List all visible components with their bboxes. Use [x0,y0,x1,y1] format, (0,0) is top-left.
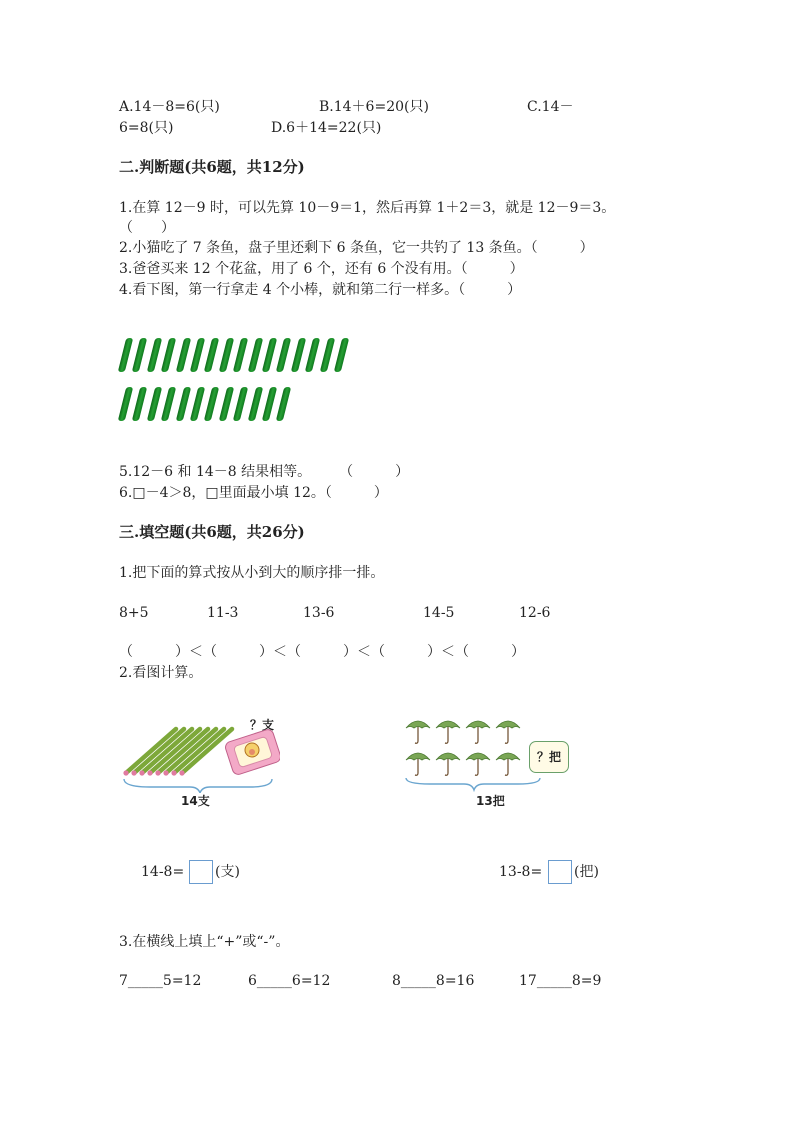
stick [219,387,234,421]
stick [147,387,162,421]
fill-blank-1[interactable]: 7_____5=12 [119,973,202,989]
judge-q4: 4.看下图，第一行拿走 4 个小棒，就和第二行一样多。（ ） [119,282,522,298]
umbrella-icon [496,721,520,743]
equation-1-unit: (支) [215,864,240,880]
stick [247,338,262,372]
stick [190,387,205,421]
umbrellas-brace [406,778,540,790]
stick [219,338,234,372]
order-row[interactable]: （ ）＜（ ）＜（ ）＜（ ）＜（ ） [119,644,525,660]
expr-2: 11-3 [207,605,239,621]
umbrella-question-box: ？把 [529,741,569,773]
stick [175,387,190,421]
umbrella-icon [466,721,490,743]
fill-blank-2[interactable]: 6_____6=12 [248,973,331,989]
umbrella-icon [436,753,460,775]
pencils-brace [124,779,272,793]
stick [161,387,176,421]
stick [276,338,291,372]
pencils-total: 14支 [181,794,210,808]
fill-q1: 1.把下面的算式按从小到大的顺序排一排。 [119,565,385,581]
stick [204,338,219,372]
umbrella-icon [466,753,490,775]
judge-q1-paren[interactable]: （ ） [119,220,175,236]
option-c: C.14－ [527,99,574,115]
expr-3: 13-6 [303,605,335,621]
stick [161,338,176,372]
stick [132,387,147,421]
stick [291,338,306,372]
stick [132,338,147,372]
expr-1: 8+5 [119,605,149,621]
umbrella-icon [406,721,430,743]
fill-blank-4[interactable]: 17_____8=9 [519,973,602,989]
pencils-question: ？支 [250,718,275,732]
stick [305,338,320,372]
judge-q6: 6.□－4＞8，□里面最小填 12。（ ） [119,485,388,501]
equation-2-unit: (把) [574,864,599,880]
judge-q1: 1.在算 12－9 时，可以先算 10－9＝1，然后再算 1＋2＝3，就是 12－9＝3。 [119,200,616,216]
expr-4: 14-5 [423,605,455,621]
fill-q2: 2.看图计算。 [119,665,203,681]
fill-blank-3[interactable]: 8_____8=16 [392,973,475,989]
stick [118,338,133,372]
stick [262,387,277,421]
stick [247,387,262,421]
stick [118,387,133,421]
option-b: B.14＋6=20(只) [319,99,429,115]
umbrella-icon [406,753,430,775]
section3-heading: 三.填空题(共6题，共26分) [119,523,305,541]
expr-5: 12-6 [519,605,551,621]
stick [190,338,205,372]
judge-q5: 5.12－6 和 14－8 结果相等。 （ ） [119,464,410,480]
judge-q3: 3.爸爸买来 12 个花盆，用了 6 个，还有 6 个没有用。（ ） [119,261,524,277]
option-a: A.14－8=6(只) [119,99,220,115]
stick [204,387,219,421]
equation-1: 14-8= [141,864,185,880]
equation-2: 13-8= [499,864,543,880]
judge-q2: 2.小猫吃了 7 条鱼，盘子里还剩下 6 条鱼，它一共钓了 13 条鱼。（ ） [119,240,594,256]
option-d: D.6＋14=22(只) [271,120,382,136]
umbrellas-total: 13把 [476,794,505,808]
umbrellas-picture [400,712,550,792]
stick [334,338,349,372]
fill-q3: 3.在横线上填上“+”或“-”。 [119,934,290,950]
stick [147,338,162,372]
stick [276,387,291,421]
answer-box-1[interactable] [189,860,213,884]
umbrella-icon [436,721,460,743]
stick [262,338,277,372]
stick [233,338,248,372]
option-c-cont: 6=8(只) [119,120,174,136]
stick [175,338,190,372]
umbrella-icon [496,753,520,775]
stick [319,338,334,372]
section2-heading: 二.判断题(共6题，共12分) [119,158,305,176]
stick [233,387,248,421]
answer-box-2[interactable] [548,860,572,884]
